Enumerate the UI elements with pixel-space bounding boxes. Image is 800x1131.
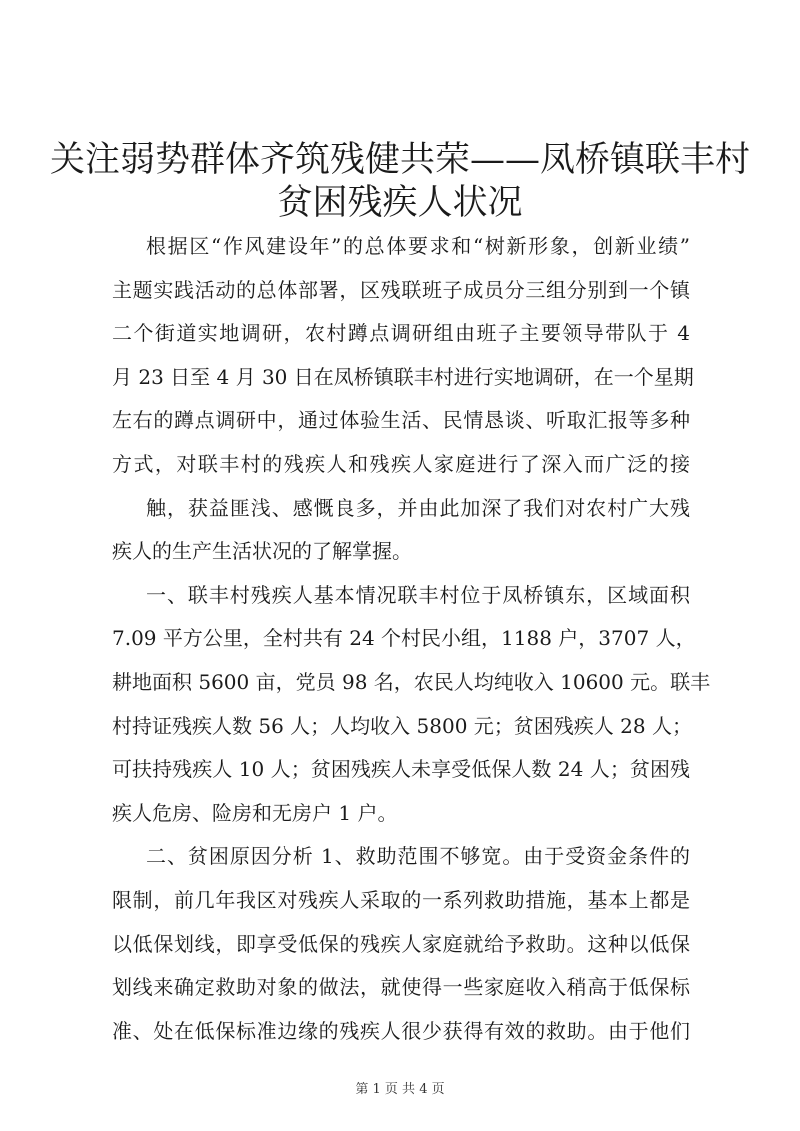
text-line: 耕地面积 5600 亩，党员 98 名，农民人均纯收入 10600 元。联丰	[112, 669, 711, 694]
text-line: 月 23 日至 4 月 30 日在凤桥镇联丰村进行实地调研，在一个星期	[112, 364, 694, 389]
text-line: 划线来确定救助对象的做法，就使得一些家庭收入稍高于低保标	[112, 975, 690, 1000]
text-line: 疾人危房、险房和无房户 1 户。	[112, 800, 398, 825]
document-body	[112, 225, 711, 1053]
text-line: 准、处在低保标准边缘的残疾人很少获得有效的救助。由于他们	[112, 1018, 690, 1043]
text-line: 以低保划线，即享受低保的残疾人家庭就给予救助。这种以低保	[112, 931, 690, 956]
text-line: 一、联丰村残疾人基本情况联丰村位于凤桥镇东，区域面积	[146, 582, 690, 607]
text-line: 限制，前几年我区对残疾人采取的一系列救助措施，基本上都是	[112, 887, 690, 912]
text-line: 主题实践活动的总体部署，区残联班子成员分三组分别到一个镇	[112, 277, 690, 302]
text-line: 触，获益匪浅、感慨良多，并由此加深了我们对农村广大残	[146, 495, 690, 520]
text-line: 二、贫困原因分析 1、救助范围不够宽。由于受资金条件的	[146, 844, 690, 869]
text-line: 疾人的生产生活状况的了解掌握。	[112, 539, 412, 564]
text-line: 7.09 平方公里，全村共有 24 个村民小组，1188 户，3707 人，	[112, 626, 696, 651]
text-line: 方式，对联丰村的残疾人和残疾人家庭进行了深入而广泛的接	[112, 451, 690, 476]
document-title-line-2: 贫困残疾人状况	[277, 183, 523, 223]
page-footer: 第 1 页 共 4 页	[355, 1082, 445, 1097]
text-line: 根据区“作风建设年”的总体要求和“树新形象，创新业绩”	[146, 234, 690, 258]
text-line: 村持证残疾人数 56 人；人均收入 5800 元；贫困残疾人 28 人；	[112, 713, 692, 738]
text-line: 可扶持残疾人 10 人；贫困残疾人未享受低保人数 24 人；贫困残	[112, 757, 690, 782]
text-line: 二个街道实地调研，农村蹲点调研组由班子主要领导带队于 4	[112, 321, 690, 346]
text-line: 左右的蹲点调研中，通过体验生活、民情恳谈、听取汇报等多种	[112, 408, 690, 433]
document-title-line-1: 关注弱势群体齐筑残健共荣——凤桥镇联丰村	[49, 140, 750, 180]
